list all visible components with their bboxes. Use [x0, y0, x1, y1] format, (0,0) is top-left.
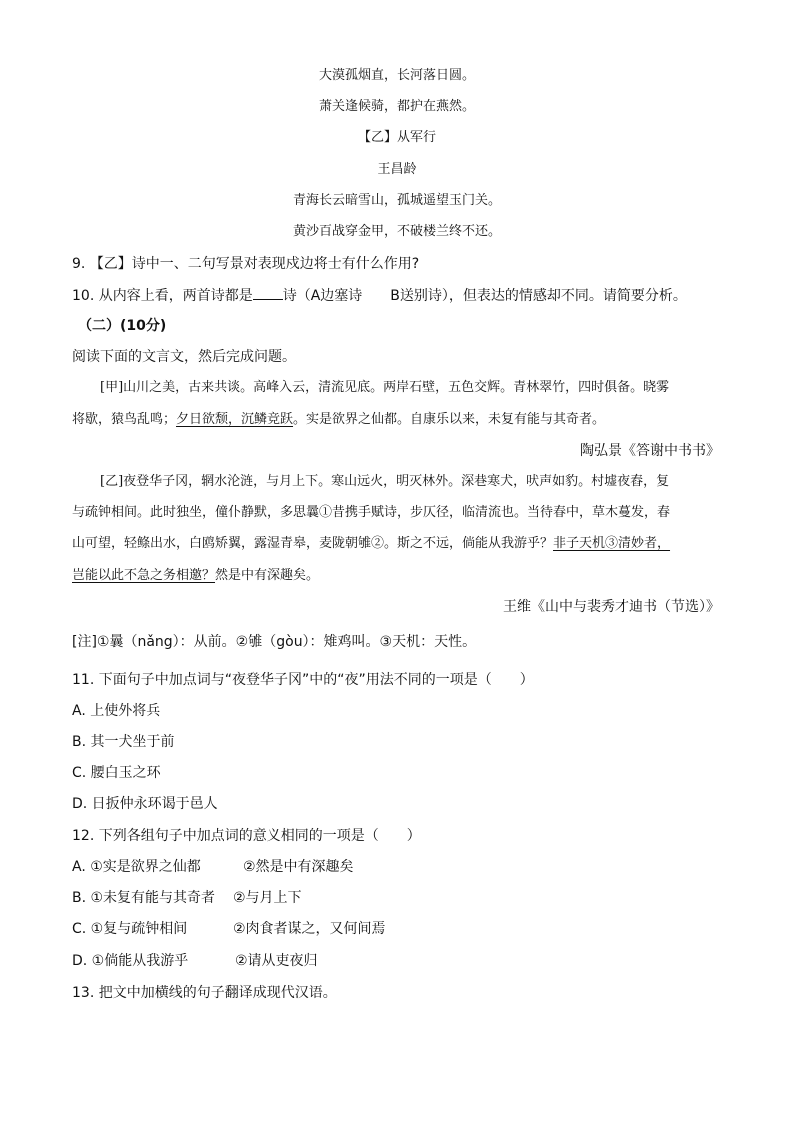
question-9: 9. 【乙】诗中一、二句写景对表现戍边将士有什么作用? [72, 256, 420, 272]
underlined-sentence: 岂能以此不急之务相邀？ [72, 568, 216, 583]
poem-jia-line-3: 大漠孤烟直，长河落日圆。 [318, 68, 475, 83]
q12-option-d-second: ②请从吏夜归 [235, 953, 318, 969]
passage-yi-text: 山可望，轻鲦出水，白鸥矫翼，露湿青皋，麦陇朝雊②。斯之不远，倘能从我游乎？ [72, 536, 554, 551]
poem-jia-line-4: 萧关逢候骑，都护在燕然。 [318, 99, 475, 114]
q12-option-c-first: C. ①复与疏钟相间 [72, 921, 188, 937]
question-13: 13. 把文中加横线的句子翻译成现代汉语。 [72, 985, 337, 1001]
passage-yi-line-4 [72, 566, 319, 586]
q12-option-a-second: ②然是中有深趣矣 [243, 859, 354, 875]
q11-option-a[interactable]: A. 上使外将兵 [72, 703, 161, 719]
q12-option-b-second: ②与月上下 [233, 890, 302, 906]
q12-option-d[interactable] [72, 951, 188, 971]
underlined-sentence: 非子天机③清妙者， [553, 536, 671, 551]
section-heading: （二）(10分) [78, 318, 167, 334]
question-10-rest: 诗（A边塞诗 B送别诗），但表达的情感却不同。请简要分析。 [282, 288, 687, 304]
passage-yi-line-2: 与疏钟相间。此时独坐，僮仆静默，多思曩①昔携手赋诗，步仄径，临清流也。当待春中，草木蔓发，春 [72, 505, 671, 520]
poem-yi-line-2: 黄沙百战穿金甲，不破楼兰终不还。 [292, 224, 501, 239]
passage-yi-text: 然是中有深趣矣。 [215, 568, 320, 583]
q12-option-d-first: D. ①倘能从我游乎 [72, 953, 189, 969]
q12-option-c-second: ②肉食者谋之，又何间焉 [233, 921, 386, 937]
passage-yi-source: 王维《山中与裴秀才迪书（节选）》 [503, 599, 720, 615]
passage-jia-line-1: [甲]山川之美，古来共谈。高峰入云，清流见底。两岸石壁，五色交辉。青林翠竹，四时俱备。晓雾 [100, 380, 670, 395]
question-10-stem: 10. 从内容上看，两首诗都是 [72, 288, 253, 304]
answer-blank[interactable] [253, 285, 283, 300]
q12-option-c[interactable] [72, 919, 187, 939]
poem-yi-author: 王昌龄 [377, 162, 417, 177]
passage-jia-text: 。实是欲界之仙都。自康乐以来，未复有能与其奇者。 [293, 412, 606, 427]
question-12: 12. 下列各组句子中加点词的意义相同的一项是（ ） [72, 828, 421, 844]
annotation-note: [注]①曩（nǎng）：从前。②雊（gòu）：雉鸡叫。③天机：天性。 [72, 634, 477, 650]
passage-yi-line-1: [乙]夜登华子冈，辋水沦涟，与月上下。寒山远火，明灭林外。深巷寒犬，吠声如豹。村墟夜舂，复 [100, 474, 670, 489]
q11-option-c[interactable]: C. 腰白玉之环 [72, 765, 161, 781]
instruction: 阅读下面的文言文，然后完成问题。 [72, 349, 296, 365]
passage-jia-text: 将歇，猿鸟乱鸣； [72, 412, 177, 427]
q11-option-b[interactable]: B. 其一犬坐于前 [72, 734, 175, 750]
q12-option-b-first: B. ①未复有能与其奇者 [72, 890, 216, 906]
question-10 [72, 285, 687, 306]
poem-yi-line-1: 青海长云暗雪山，孤城遥望玉门关。 [292, 193, 501, 208]
passage-jia-line-2 [72, 410, 605, 430]
question-11: 11. 下面句子中加点词与“夜登华子冈”中的“夜”用法不同的一项是（ ） [72, 672, 534, 688]
passage-yi-line-3 [72, 534, 670, 554]
q11-option-d[interactable]: D. 日扳仲永环谒于邑人 [72, 796, 218, 812]
q12-option-a-first: A. ①实是欲界之仙都 [72, 859, 201, 875]
passage-jia-source: 陶弘景《答谢中书书》 [580, 443, 720, 459]
q12-option-a[interactable] [72, 857, 201, 877]
poem-yi-title: 【乙】从军行 [357, 130, 436, 145]
underlined-sentence: 夕日欲颓，沉鳞竞跃 [176, 412, 294, 427]
q12-option-b[interactable] [72, 888, 215, 908]
